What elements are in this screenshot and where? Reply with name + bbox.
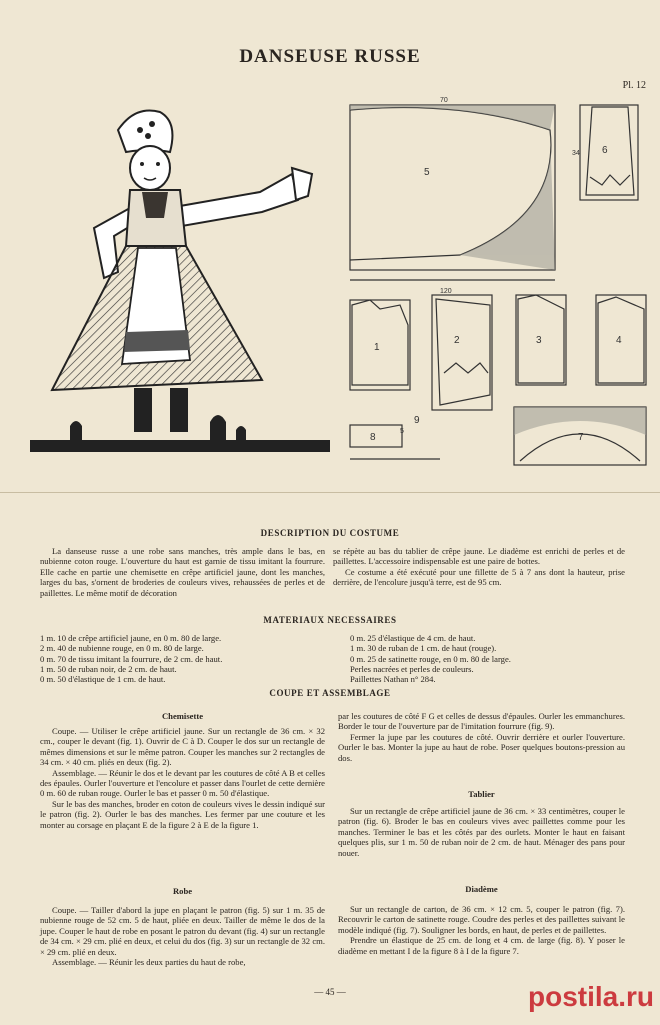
- chemisette-title: Chemisette: [161, 711, 204, 721]
- dim-side: 34: [572, 150, 580, 157]
- materials-right: 0 m. 25 d'élastique de 4 cm. de haut. 1 m. 30 de ruban de 1 cm. de haut (rouge). 0 m. 25 de satinette rouge, en 0 m. 80 de large. Perles nacrées et perles de couleurs. Paillettes Nathan n° 284.: [350, 633, 511, 685]
- description-heading: DESCRIPTION DU COSTUME: [260, 528, 400, 538]
- description-right: se répète au bas du tablier de crêpe jaune. Le diadème est enrichi de perles et de paillettes. L'accessoire indispensable est une paire de bottes. Ce costume a été exécuté pour une fillette de 5 à 7 ans dont la hauteur, prise derrière, de l'encolure jusqu'à terre, est de 95 cm.: [333, 546, 625, 588]
- fig-9-label: 9: [414, 415, 420, 426]
- russian-dancer-illustration: [30, 100, 330, 470]
- dim-bottom: 120: [440, 288, 452, 295]
- diademe-title: Diadème: [465, 884, 498, 894]
- robe-continued-text: par les coutures de côté F G et celles de dessus d'épaules. Ourler les emmanchures. Border le tour de l'ouverture par de l'imitation fourrure (fig. 9). Fermer la jupe par les coutures de côté. Ouvrir derrière et ourler l'ouverture. Ourler le bas. Monter la jupe au haut de robe. Poser quelques boutons-pression au dos.: [338, 711, 625, 763]
- materials-heading: MATERIAUX NECESSAIRES: [263, 615, 397, 625]
- dim-top: 70: [440, 97, 448, 104]
- fig-1-label: 1: [374, 342, 380, 353]
- section-divider: [0, 492, 660, 493]
- fig-6-label: 6: [602, 145, 608, 156]
- page-title: DANSEUSE RUSSE: [239, 46, 421, 67]
- robe-title: Robe: [172, 886, 193, 896]
- chemisette-text: Coupe. — Utiliser le crêpe artificiel jaune. Sur un rectangle de 36 cm. × 32 cm., couper le devant (fig. 1). Ouvrir de C à D. Couper le dos sur un rectangle de mêmes dimensions et sur le même patron. Couper les manches sur 2 rectangles de 34 cm. × 40 cm. pliés en deux (fig. 2). Assemblage. — Réunir le dos et le devant par les coutures de côté A B et celles des épaules. Ourler l'ouverture et l'encolure et passer dans l'ourlet de cette dernière 0 m. 60 de ruban rouge. Ourler le bas et passer 0 m. 50 d'élastique. Sur le bas des manches, broder en coton de couleurs vives le dessin indiqué sur le patron (fig. 2). Ourler le bas des manches. Les fermer par une couture et les monter au corsage en plaçant E de la figure 2 à E de la figure 1.: [40, 726, 325, 830]
- fig-3-label: 3: [536, 335, 542, 346]
- sewing-patterns-diagram: [340, 95, 650, 475]
- dim-c: 5: [400, 428, 404, 435]
- robe-text: Coupe. — Tailler d'abord la jupe en plaçant le patron (fig. 5) sur 1 m. 35 de nubienne rouge de 52 cm. 5 de haut, pliée en deux. Tailler de même le dos de la jupe. Couper le haut de robe en posant le patron du devant (fig. 4) sur un rectangle de 34 cm. × 29 cm. plié en deux, et celui du dos (fig. 3) sur un rectangle de 32 cm. × 29 cm. plié en deux. Assemblage. — Réunir les deux parties du haut de robe,: [40, 905, 325, 968]
- materials-left: 1 m. 10 de crêpe artificiel jaune, en 0 m. 80 de large. 2 m. 40 de nubienne rouge, en 0 m. 80 de large. 0 m. 70 de tissu imitant la fourrure, de 2 cm. de haut. 1 m. 50 de ruban noir, de 2 cm. de haut. 0 m. 50 d'élastique de 1 cm. de haut.: [40, 633, 223, 685]
- tablier-text: Sur un rectangle de crêpe artificiel jaune de 36 cm. × 33 centimètres, couper le patron (fig. 6). Broder le bas en couleurs vives avec paillettes comme pour les manches. Terminer le bas et les côtés par des ourlets. Monter le haut en faisant quelques plis, sur 1 m. 50 de ruban noir de 2 cm. de haut. Ménager des pans pour nouer.: [338, 806, 625, 858]
- diademe-text: Sur un rectangle de carton, de 36 cm. × 12 cm. 5, couper le patron (fig. 7). Recouvrir le carton de satinette rouge. Coudre des perles et des paillettes suivant le modèle indiqué (fig. 7). Souligner les bords, en haut, de perles et de paillettes. Prendre un élastique de 25 cm. de long et 4 cm. de large (fig. 8). Y poser le diadème en mettant I de la figure 8 à I de la figure 7.: [338, 904, 625, 956]
- plate-number: Pl. 12: [622, 80, 646, 91]
- description-left: La danseuse russe a une robe sans manches, très ample dans le bas, en nubienne coton rouge. L'ouverture du haut est garnie de tissu imitant la fourrure. Elle cache en partie une chemisette en crêpe artificiel jaune, dont les manches, larges du bas, s'ornent de broderies de couleurs vives, rehaussées de perles et de paillettes. Le même motif de décoration: [40, 546, 325, 598]
- fig-5-label: 5: [424, 167, 430, 178]
- fig-8-label: 8: [370, 432, 376, 443]
- fig-7-label: 7: [578, 432, 584, 443]
- fig-2-label: 2: [454, 335, 460, 346]
- coupe-heading: COUPE ET ASSEMBLAGE: [269, 688, 391, 698]
- fig-4-label: 4: [616, 335, 622, 346]
- tablier-title: Tablier: [468, 789, 495, 799]
- watermark: postila.ru: [527, 981, 654, 1012]
- page-number: — 45 —: [314, 987, 346, 997]
